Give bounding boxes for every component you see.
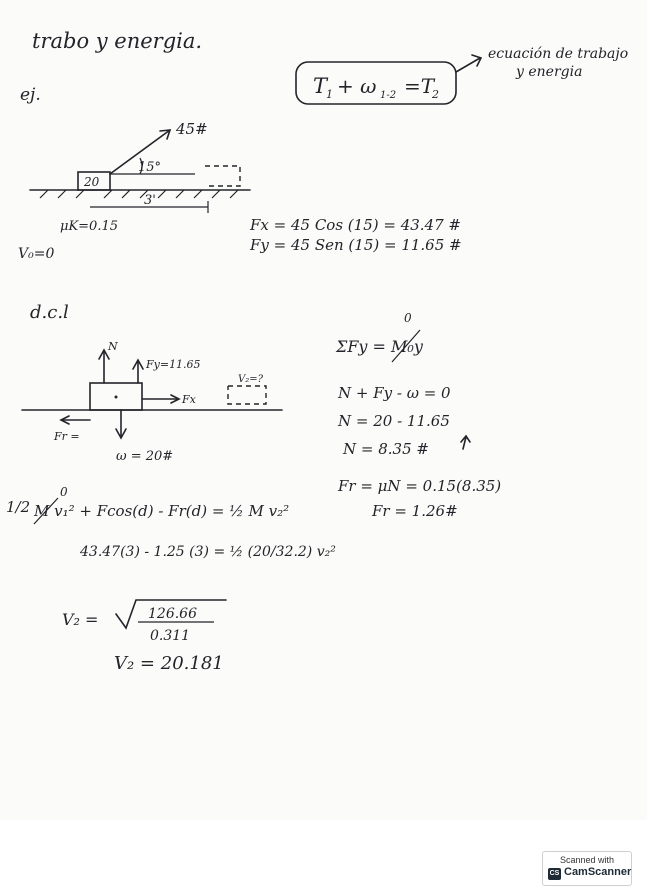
up-arrow-mark: [461, 436, 470, 449]
force-x-component: Fx = 45 Cos (15) = 43.47 #: [250, 216, 461, 234]
friction-coefficient: μK=0.15: [60, 219, 118, 234]
initial-velocity: V₀=0: [18, 246, 55, 262]
applied-force-label: 45#: [176, 120, 208, 138]
energy-cancel-zero: 0: [60, 485, 68, 499]
fy-label: Fy=11.65: [146, 358, 201, 371]
sum-fy-line1: N + Fy - ω = 0: [338, 384, 451, 402]
camscanner-logo-icon: CS: [548, 868, 561, 880]
fbd-final-position: [228, 386, 266, 404]
fx-label: Fx: [182, 393, 196, 406]
energy-substitution: 43.47(3) - 1.25 (3) = ½ (20/32.2) v₂²: [80, 544, 336, 560]
sum-fy-zero: 0: [404, 311, 412, 325]
dcl-title: d.c.l: [30, 302, 69, 323]
equation-t1-sub: 1: [326, 88, 333, 101]
weight-label: ω = 20#: [116, 449, 174, 464]
friction-line1: Fr = μN = 0.15(8.35): [338, 477, 502, 495]
equation-note-line2: y energia: [516, 64, 583, 80]
sum-fy-line2: N = 20 - 11.65: [338, 412, 450, 430]
friction-label: Fr =: [54, 430, 80, 443]
energy-half: 1/2: [6, 498, 31, 516]
equation-arrow: [456, 55, 481, 72]
v2-numerator: 126.66: [148, 606, 197, 622]
equation-note-line1: ecuación de trabajo: [488, 46, 629, 62]
equation-work: + ω: [337, 74, 377, 98]
watermark-brand: CamScanner: [564, 866, 632, 878]
friction-line2: Fr = 1.26#: [372, 502, 458, 520]
scanner-watermark: [542, 851, 632, 886]
block-weight: 20: [84, 175, 100, 189]
v2-result: V₂ = 20.181: [114, 653, 224, 674]
watermark-caption: Scanned with: [559, 855, 615, 865]
page-title: trabo y energia.: [32, 29, 203, 53]
final-position-outline: [205, 166, 240, 186]
block-on-ground-diagram: [18, 120, 250, 262]
angle-label: 15°: [138, 160, 162, 175]
sum-fy-line3: N = 8.35 #: [343, 440, 429, 458]
energy-equation: M v₁² + Fcos(d) - Fr(d) = ½ M v₂²: [34, 502, 290, 520]
equation-t2-sub: 2: [432, 88, 439, 101]
force-y-component: Fy = 45 Sen (15) = 11.65 #: [250, 236, 462, 254]
equation-t2: =T: [404, 74, 435, 98]
distance-label: 3': [144, 193, 156, 208]
equation-t1: T: [313, 74, 328, 98]
v2-denominator: 0.311: [150, 628, 191, 644]
final-velocity-unknown: V₂=?: [238, 374, 263, 385]
sum-fy-title: ΣFy = M₀y: [336, 337, 423, 356]
equation-work-sub: 1-2: [380, 90, 397, 101]
free-body-diagram: [22, 340, 282, 464]
v2-label: V₂ =: [62, 610, 99, 629]
example-label: ej.: [20, 85, 41, 105]
normal-label: N: [108, 340, 118, 353]
